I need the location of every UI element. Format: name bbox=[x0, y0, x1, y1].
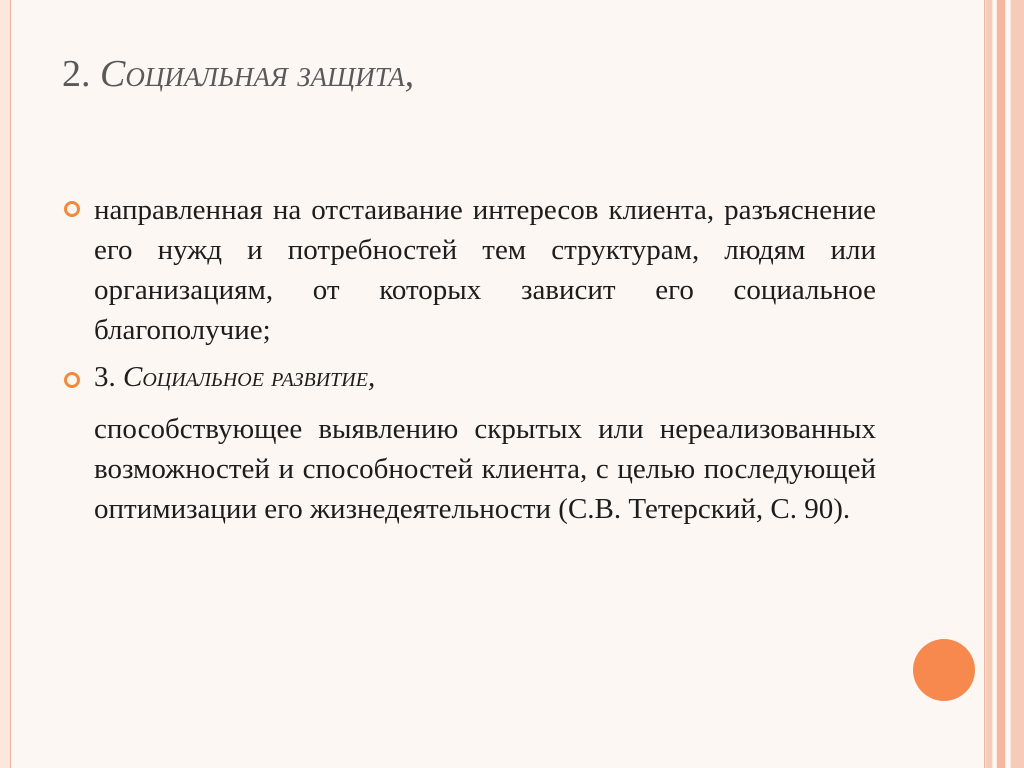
decorative-stripe bbox=[986, 0, 992, 768]
bullet-2-heading-text: Социальное развитие, bbox=[123, 361, 376, 393]
slide-title bbox=[62, 52, 942, 96]
decorative-stripe bbox=[1011, 0, 1024, 768]
title-number: 2. bbox=[62, 53, 91, 95]
bullet-2-heading bbox=[94, 357, 876, 397]
decorative-stripe bbox=[993, 0, 996, 768]
bullet-circle-icon bbox=[64, 201, 80, 217]
bullet-2-number: 3. bbox=[94, 361, 116, 393]
bullet-1-text: направленная на отстаивание интересов клиента, разъяснение его нужд и потребностей тем структурам, людям или организациям, от которых зависит его социальное благополучие; bbox=[94, 194, 876, 346]
paragraph-2-text: способствующее выявлению скрытых или нереализованных возможностей и способностей клиента, с целью последующей оптимизации его жизнедеятельности (С.В. Тетерский, С. 90). bbox=[94, 413, 876, 525]
bullet-circle-icon bbox=[64, 372, 80, 388]
title-text: Социальная защита, bbox=[100, 53, 415, 95]
decorative-stripe bbox=[997, 0, 1005, 768]
decorative-stripe bbox=[1006, 0, 1010, 768]
decorative-circle bbox=[913, 639, 975, 701]
